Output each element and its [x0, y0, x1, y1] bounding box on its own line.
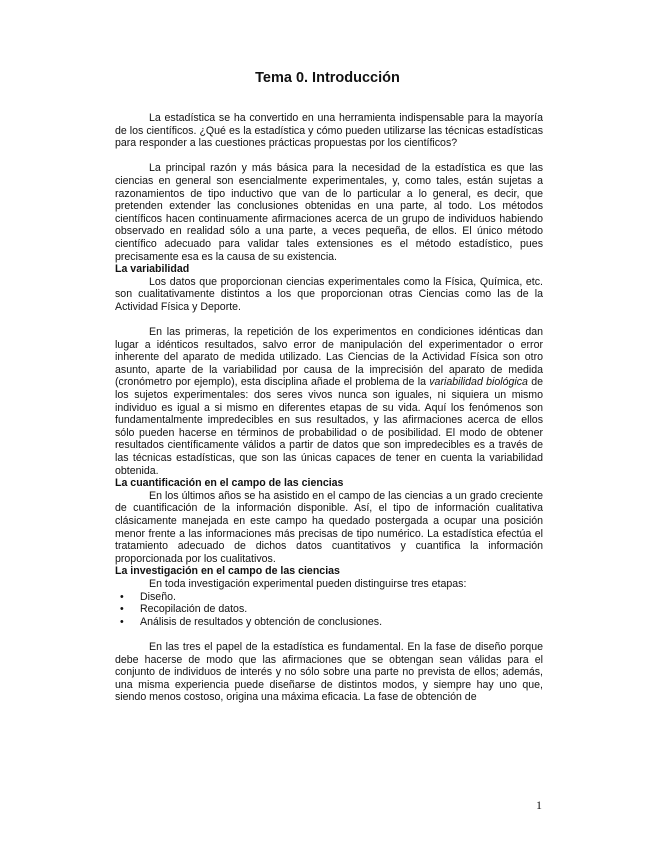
investigacion-paragraph-1: En toda investigación experimental pueden distinguirse tres etapas:: [149, 577, 467, 590]
list-item-text: Diseño.: [140, 590, 176, 603]
section-heading-cuantificacion: La cuantificación en el campo de las ciencias: [115, 477, 344, 490]
stages-list: [115, 591, 543, 629]
variabilidad-paragraph-2: [115, 326, 543, 477]
variabilidad-text-before: En las primeras, la repetición de los experimentos en condiciones idénticas dan lugar a idénticos resultados, salvo error de manipulación del experimentador o error inherente del aparato de medida utilizado. Las Ciencias de la Actividad Física son otro asunto, aparte de la variabilidad por causa de la imprecisión del aparato de medida (cronómetro por ejemplo), esta disciplina añade el problema de la: [115, 326, 543, 389]
investigacion-paragraph-2: En las tres el papel de la estadística es fundamental. En la fase de diseño porque debe hacerse de modo que las afirmaciones que se obtengan sean válidas para el conjunto de individuos de interés y no sólo sobre una parte no prevista de ellos; además, una misma experiencia puede diseñarse de distintos modos, y siempre hay uno que, siendo menos costoso, origina una máxima eficacia. La fase de obtención de: [115, 640, 543, 704]
document-body: [115, 112, 543, 704]
variabilidad-text-after: de los sujetos experimentales: dos seres vivos nunca son iguales, ni siquiera un mismo individuo es igual a si mismo en diferentes etapas de su vida. Aquí los fenómenos son fundamentalmente impredecibles en sus resultados, y las afirmaciones acerca de ellos sólo pueden hacerse en términos de probabilidad o de posibilidad. El modo de obtener resultados científicamente válidos a partir de datos que son impredecibles es a través de las técnicas estadísticas, que son las únicas capaces de tener en cuenta la variabilidad obtenida.: [115, 376, 543, 477]
variabilidad-paragraph-1: Los datos que proporcionan ciencias experimentales como la Física, Química, etc. son cualitativamente distintos a los que proporcionan otras Ciencias como las de la Actividad Física y Deporte.: [115, 275, 543, 313]
bullet-icon: •: [120, 615, 124, 628]
list-item-text: Recopilación de datos.: [140, 603, 248, 616]
intro-paragraph-1: La estadística se ha convertido en una herramienta indispensable para la mayoría de los científicos. ¿Qué es la estadística y cómo pueden utilizarse las técnicas estadísticas para responder a las cuestiones prácticas propuestas por los científicos?: [115, 112, 543, 150]
list-item: [115, 591, 543, 604]
cuantificacion-paragraph-1: En los últimos años se ha asistido en el campo de las ciencias a un grado creciente de cuantificación de la información disponible. Así, el tipo de información cualitativa clásicamente manejada en este campo ha quedado postergada a ocupar una posición menor frente a las informaciones más precisas de tipo numérico. La estadística efectúa el tratamiento adecuado de dichos datos cuantitativos y cuantifica la información proporcionada por los cualitativos.: [115, 489, 543, 565]
page-number: 1: [536, 798, 542, 812]
section-heading-variabilidad: La variabilidad: [115, 263, 190, 276]
list-item: [115, 603, 543, 616]
list-item: [115, 616, 543, 629]
variabilidad-biologica-emphasis: variabilidad biológica: [429, 376, 528, 389]
intro-paragraph-2: La principal razón y más básica para la necesidad de la estadística es que las ciencias en general son esencialmente experimentales, y, como tales, están sujetas a razonamientos de tipo inductivo que van de lo particular a lo general, es decir, que pretenden extender las conclusiones obtenidas en una parte, al todo. Los métodos científicos hacen continuamente afirmaciones acerca de un grupo de individuos habiendo observado en realidad sólo a una parte, a veces pequeña, de ellos. El único método científico adecuado para validar tales extensiones es el método estadístico, pues precisamente esa es la causa de su existencia.: [115, 162, 543, 263]
page-title: Tema 0. Introducción: [255, 70, 400, 86]
list-item-text: Análisis de resultados y obtención de conclusiones.: [140, 615, 383, 628]
section-heading-investigacion: La investigación en el campo de las ciencias: [115, 565, 340, 578]
bullet-icon: •: [120, 603, 124, 616]
bullet-icon: •: [120, 590, 124, 603]
